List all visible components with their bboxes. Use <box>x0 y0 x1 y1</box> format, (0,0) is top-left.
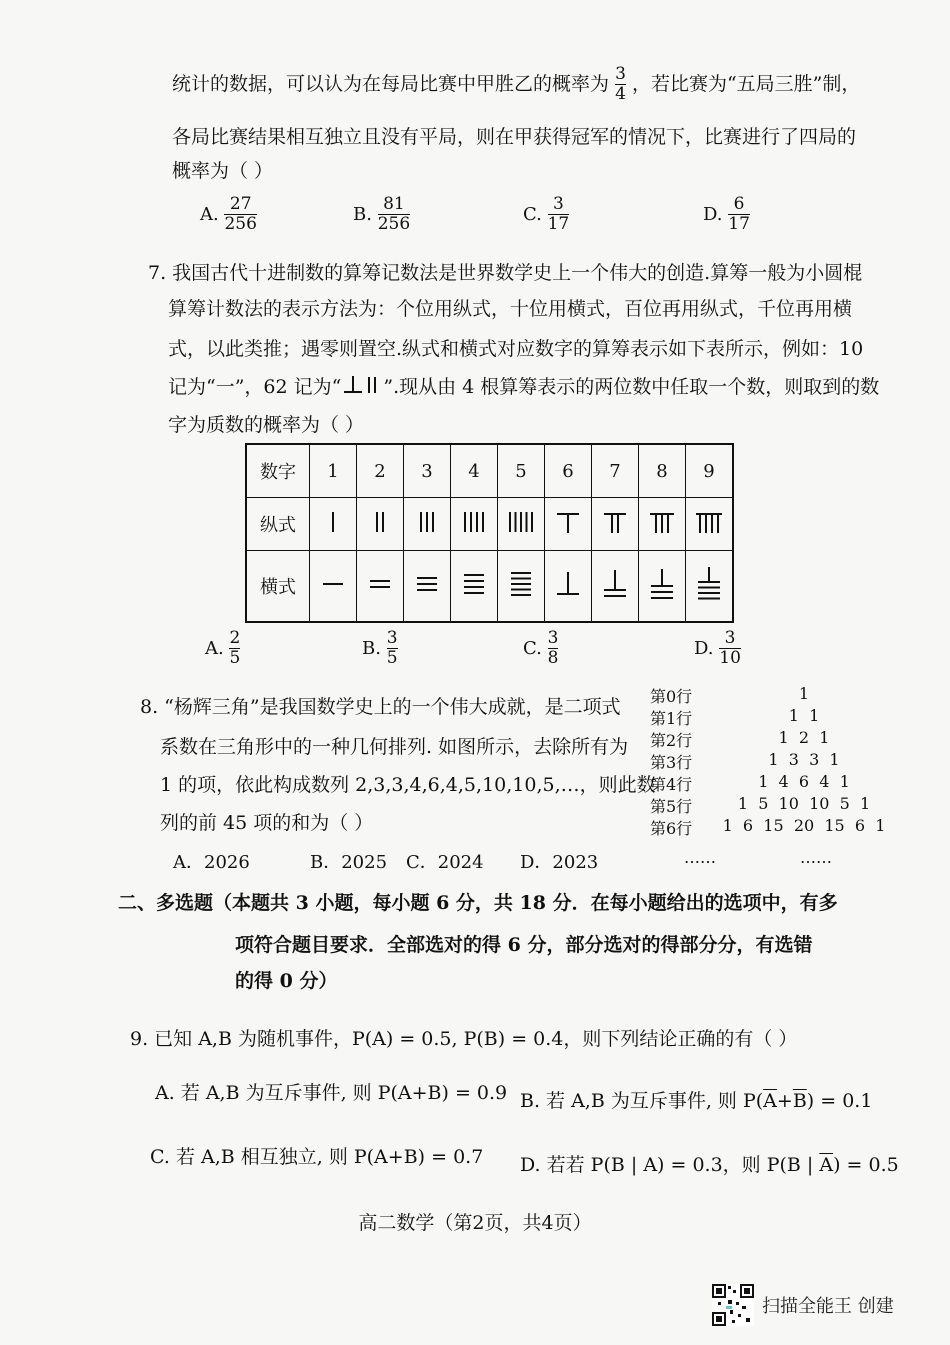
q6-option-c-num: 3 <box>553 194 564 214</box>
horizontal-rod-7-icon <box>600 564 630 604</box>
q9-option-b-text-b: ) = 0.1 <box>806 1090 873 1112</box>
page-footer: 高二数学（第2页，共4页） <box>358 1212 592 1234</box>
q9-stem: 9. 已知 A,B 为随机事件，P(A) = 0.5, P(B) = 0.4，则下列结论正确的有（ ） <box>130 1028 798 1050</box>
q7-option-b-num: 3 <box>386 628 398 648</box>
vertical-rod-6-icon <box>553 507 583 537</box>
digit-cell: 5 <box>498 444 545 498</box>
q6-option-b-den: 256 <box>377 213 411 234</box>
q7-option-c-label: C. <box>523 637 542 659</box>
q7-line4-text-b: ”.现从由 4 根算筹表示的两位数中任取一个数，则取到的数 <box>383 376 880 398</box>
vertical-rod-2-icon <box>365 507 395 537</box>
horizontal-rod-9-icon <box>694 564 724 604</box>
header-horizontal: 横式 <box>246 551 310 623</box>
q6-option-b-num: 81 <box>383 194 405 214</box>
section2-line1: 二、多选题（本题共 3 小题，每小题 6 分，共 18 分．在每小题给出的选项中，有多 <box>118 892 838 914</box>
q8-option-b: B．2025 <box>310 852 388 873</box>
header-digit: 数字 <box>246 444 310 498</box>
q7-option-c <box>523 630 558 668</box>
row-label: 第0行 <box>650 687 693 706</box>
q6-line1 <box>172 66 860 104</box>
q6-line3: 概率为（ ） <box>172 160 274 182</box>
digit-cell: 9 <box>686 444 734 498</box>
q7-option-d <box>694 630 741 668</box>
row-label: 第5行 <box>650 797 693 816</box>
q6-line1-text-a: 统计的数据，可以认为在每局比赛中甲胜乙的概率为 <box>172 72 610 95</box>
q7-line4 <box>168 372 879 399</box>
q9-option-d-abar: $\overline{A}$ <box>819 1154 834 1176</box>
q9-option-b-abar: $\overline{A}$ <box>763 1090 777 1112</box>
q8-option-a: A．2026 <box>173 852 250 873</box>
q7-line1: 7. 我国古代十进制数的算筹记数法是世界数学史上一个伟大的创造.算筹一般为小圆棍 <box>148 262 863 284</box>
q6-line1-text-b: ，若比赛为“五局三胜”制， <box>631 72 861 95</box>
vertical-rod-5-icon <box>506 507 536 537</box>
q6-option-c-label: C. <box>523 203 542 225</box>
q8-line1: 8. “杨辉三角”是我国数学史上的一个伟大成就，是二项式 <box>140 696 621 718</box>
q6-option-a-den: 256 <box>224 213 257 234</box>
q7-option-d-den: 10 <box>719 647 741 668</box>
vertical-rod-4-icon <box>459 507 489 537</box>
horizontal-rod-6-icon <box>553 564 583 604</box>
vertical-rod-3-icon <box>412 507 442 537</box>
q6-option-a-label: A. <box>200 203 219 225</box>
digit-cell: 8 <box>639 444 686 498</box>
horizontal-rod-3-icon <box>412 564 442 604</box>
q9-option-b-text-a: B. 若 A,B 为互斥事件, 则 P( <box>520 1090 764 1112</box>
horizontal-rod-8-icon <box>647 564 677 604</box>
vertical-rod-7-icon <box>600 507 630 537</box>
section2-line3: 的得 0 分） <box>235 970 338 992</box>
q6-option-a <box>200 196 257 234</box>
q6-option-c <box>523 196 569 234</box>
header-vertical: 纵式 <box>246 498 310 551</box>
q7-option-a-num: 2 <box>229 628 241 648</box>
yanghui-triangle <box>650 684 910 874</box>
q6-option-d-num: 6 <box>733 194 745 214</box>
q6-option-d-label: D. <box>703 203 723 225</box>
row-label: 第1行 <box>650 709 693 728</box>
digit-cell: 1 <box>310 444 357 498</box>
triangle-row: 1 6 15 20 15 6 1 <box>722 816 886 835</box>
q9-option-c: C. 若 A,B 相互独立, 则 P(A+B) = 0.7 <box>150 1146 484 1168</box>
q6-frac-den: 4 <box>615 83 626 104</box>
q6-option-b <box>353 196 410 234</box>
q7-option-b-label: B. <box>362 637 381 659</box>
triangle-ellipsis-left: …… <box>684 848 716 867</box>
table-row-digits <box>246 444 733 498</box>
q9-option-a: A. 若 A,B 为互斥事件, 则 P(A+B) = 0.9 <box>155 1082 508 1104</box>
watermark-text: 扫描全能王 创建 <box>762 1296 894 1317</box>
triangle-row: 1 3 3 1 <box>768 750 840 769</box>
rod-numeral-table <box>245 443 734 623</box>
rod-62-icon <box>341 374 383 396</box>
triangle-row: 1 4 6 4 1 <box>758 772 850 791</box>
q9-option-d-text-b: ) = 0.5 <box>833 1154 899 1176</box>
digit-cell: 2 <box>357 444 404 498</box>
q7-option-a <box>205 630 240 668</box>
section2-line2: 项符合题目要求．全部选对的得 6 分，部分选对的得部分分，有选错 <box>235 934 813 956</box>
q7-option-d-label: D. <box>694 637 714 659</box>
q7-option-d-num: 3 <box>724 628 736 648</box>
q6-option-b-label: B. <box>353 203 372 225</box>
q8-line3: 1 的项，依此构成数列 2,3,3,4,6,4,5,10,10,5,…，则此数 <box>160 774 656 796</box>
q9-option-d-text-a: D. 若若 P(B | A) = 0.3，则 P(B | <box>520 1154 820 1176</box>
digit-cell: 3 <box>404 444 451 498</box>
q9-option-b <box>520 1086 872 1113</box>
triangle-row: 1 2 1 <box>778 728 830 747</box>
row-label: 第6行 <box>650 819 693 838</box>
q6-option-c-den: 17 <box>547 213 570 234</box>
qr-code-icon <box>712 1284 754 1326</box>
q7-line2: 算筹计数法的表示方法为：个位用纵式，十位用横式，百位再用纵式，千位再用横 <box>168 298 853 320</box>
q7-option-a-label: A. <box>205 637 224 659</box>
q6-line2: 各局比赛结果相互独立且没有平局，则在甲获得冠军的情况下，比赛进行了四局的 <box>172 126 857 148</box>
q6-option-d <box>703 196 750 234</box>
vertical-rod-8-icon <box>647 507 677 537</box>
q7-option-b-den: 5 <box>386 647 398 668</box>
vertical-rod-1-icon <box>318 507 348 537</box>
vertical-rod-9-icon <box>694 507 724 537</box>
q8-line4: 列的前 45 项的和为（ ） <box>160 812 374 834</box>
q8-option-d: D．2023 <box>520 852 599 873</box>
q9-option-b-plus: + <box>776 1090 793 1112</box>
row-label: 第3行 <box>650 753 693 772</box>
q7-option-b <box>362 630 398 668</box>
horizontal-rod-5-icon <box>506 564 536 604</box>
q9-option-b-bbar: $\overline{B}$ <box>792 1090 807 1112</box>
triangle-row: 1 5 10 10 5 1 <box>737 794 871 813</box>
digit-cell: 4 <box>451 444 498 498</box>
q7-line5: 字为质数的概率为（ ） <box>168 414 365 436</box>
q6-option-d-den: 17 <box>728 213 750 234</box>
q7-option-a-den: 5 <box>229 647 241 668</box>
row-label: 第4行 <box>650 775 693 794</box>
row-label: 第2行 <box>650 731 693 750</box>
horizontal-rod-1-icon <box>318 564 348 604</box>
q8-option-c: C．2024 <box>406 852 484 873</box>
triangle-ellipsis-right: …… <box>800 848 832 867</box>
digit-cell: 7 <box>592 444 639 498</box>
q7-option-c-num: 3 <box>547 628 559 648</box>
table-row-vertical <box>246 498 733 551</box>
q7-line3: 式，以此类推；遇零则置空.纵式和横式对应数字的算筹表示如下表所示，例如：10 <box>168 338 864 360</box>
scanner-watermark <box>712 1284 894 1326</box>
table-row-horizontal <box>246 551 733 623</box>
horizontal-rod-2-icon <box>365 564 395 604</box>
q6-option-a-num: 27 <box>229 194 252 214</box>
q7-line4-text-a: 记为“一”，62 记为“ <box>168 376 342 398</box>
q9-option-d <box>520 1150 899 1177</box>
q6-frac-num: 3 <box>615 64 626 84</box>
q7-option-c-den: 8 <box>547 647 559 668</box>
triangle-row: 1 <box>798 684 810 703</box>
q6-fraction <box>615 66 626 104</box>
horizontal-rod-4-icon <box>459 564 489 604</box>
digit-cell: 6 <box>545 444 592 498</box>
triangle-row: 1 1 <box>788 706 820 725</box>
q8-line2: 系数在三角形中的一种几何排列. 如图所示，去除所有为 <box>160 736 629 758</box>
